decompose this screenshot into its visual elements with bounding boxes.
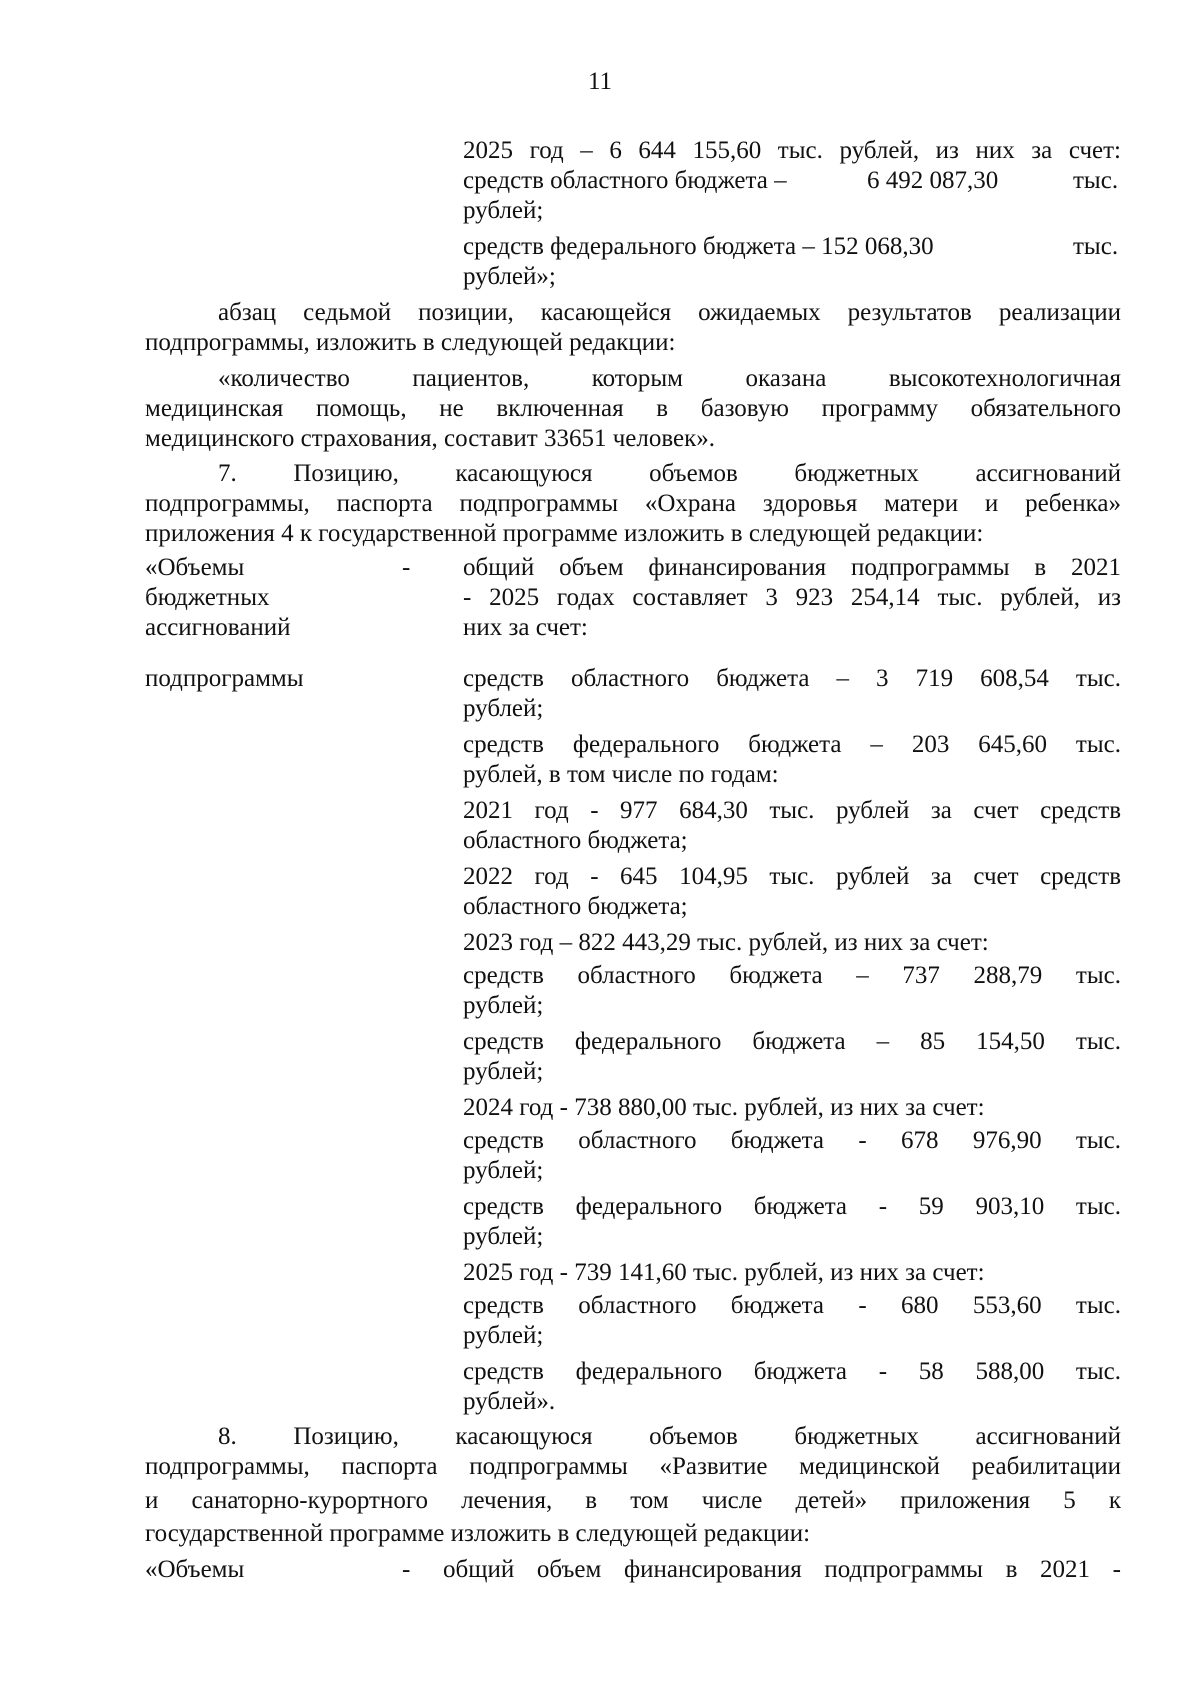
text-line: 6 492 087,30 [867,167,999,194]
table-text-line: средств федерального бюджета – 85 154,50 тыс. [463,1028,1121,1055]
text-line: рублей»; [463,263,556,290]
table-text-line: средств федерального бюджета - 58 588,00 тыс. [463,1358,1121,1385]
table-text-line: - 2025 годах составляет 3 923 254,14 тыс. рублей, из [463,584,1121,611]
table-text-line: средств областного бюджета – 3 719 608,54 тыс. [463,665,1121,692]
table-label: ассигнований [145,614,291,641]
item-8-line: подпрограммы, паспорта подпрограммы «Развитие медицинской реабилитации [145,1453,1121,1480]
table-dash: - [402,554,411,581]
item-8-line: и санаторно-курортного лечения, в том числе детей» приложения 5 к [145,1487,1121,1514]
item-7-line: подпрограммы, паспорта подпрограммы «Охрана здоровья матери и ребенка» [145,490,1121,517]
text-line: тыс. [1073,233,1119,260]
table-text-line: 2022 год - 645 104,95 тыс. рублей за счет средств [463,863,1121,890]
paragraph-line: медицинская помощь, не включенная в базовую программу обязательного [145,395,1121,422]
table-label: бюджетных [145,584,270,611]
table-text-line: средств областного бюджета – 737 288,79 тыс. [463,962,1121,989]
paragraph-line: подпрограммы, изложить в следующей редакции: [145,329,676,356]
table-text-line: 2025 год - 739 141,60 тыс. рублей, из них за счет: [463,1259,985,1286]
table-text-line: них за счет: [463,614,588,641]
table-text-line: 2021 год - 977 684,30 тыс. рублей за счет средств [463,797,1121,824]
table-text-line: рублей; [463,1223,544,1250]
item-8-line: государственной программе изложить в следующей редакции: [145,1520,811,1547]
paragraph-line: медицинского страхования, составит 33651 человек». [145,425,716,452]
table-label: подпрограммы [145,665,304,692]
text-line: рублей; [463,197,544,224]
text-line: средств областного бюджета – [463,167,787,194]
paragraph-line: «количество пациентов, которым оказана высокотехнологичная [218,365,1121,392]
item-7-line: приложения 4 к государственной программе изложить в следующей редакции: [145,520,984,547]
table-text-line: рублей». [463,1388,556,1415]
text-line: 2025 год – 6 644 155,60 тыс. рублей, из них за счет: [463,137,1121,164]
table-text-line: 2023 год – 822 443,29 тыс. рублей, из них за счет: [463,929,989,956]
table-text-line: средств областного бюджета - 678 976,90 тыс. [463,1127,1121,1154]
table-text-line: средств федерального бюджета - 59 903,10 тыс. [463,1193,1121,1220]
table-text-line: общий объем финансирования подпрограммы в 2021 - [443,1556,1121,1583]
table-text-line: средств областного бюджета - 680 553,60 тыс. [463,1292,1121,1319]
text-line: тыс. [1073,167,1119,194]
table-label: «Объемы [145,554,245,581]
page-number: 11 [587,68,613,95]
item-8-line: 8. Позицию, касающуюся объемов бюджетных ассигнований [218,1423,1121,1450]
text-line: средств федерального бюджета – 152 068,30 [463,233,934,260]
table-text-line: общий объем финансирования подпрограммы в 2021 [463,554,1121,581]
table-text-line: рублей; [463,1058,544,1085]
table-text-line: рублей; [463,1157,544,1184]
table-text-line: рублей; [463,695,544,722]
table-text-line: областного бюджета; [463,827,688,854]
table-text-line: областного бюджета; [463,893,688,920]
table-label: «Объемы [145,1556,245,1583]
table-text-line: средств федерального бюджета – 203 645,60 тыс. [463,731,1121,758]
table-text-line: рублей; [463,992,544,1019]
paragraph-line: абзац седьмой позиции, касающейся ожидаемых результатов реализации [218,299,1121,326]
table-dash: - [402,1556,411,1583]
table-text-line: 2024 год - 738 880,00 тыс. рублей, из них за счет: [463,1094,985,1121]
item-7-line: 7. Позицию, касающуюся объемов бюджетных ассигнований [218,460,1121,487]
table-text-line: рублей; [463,1322,544,1349]
table-text-line: рублей, в том числе по годам: [463,761,779,788]
